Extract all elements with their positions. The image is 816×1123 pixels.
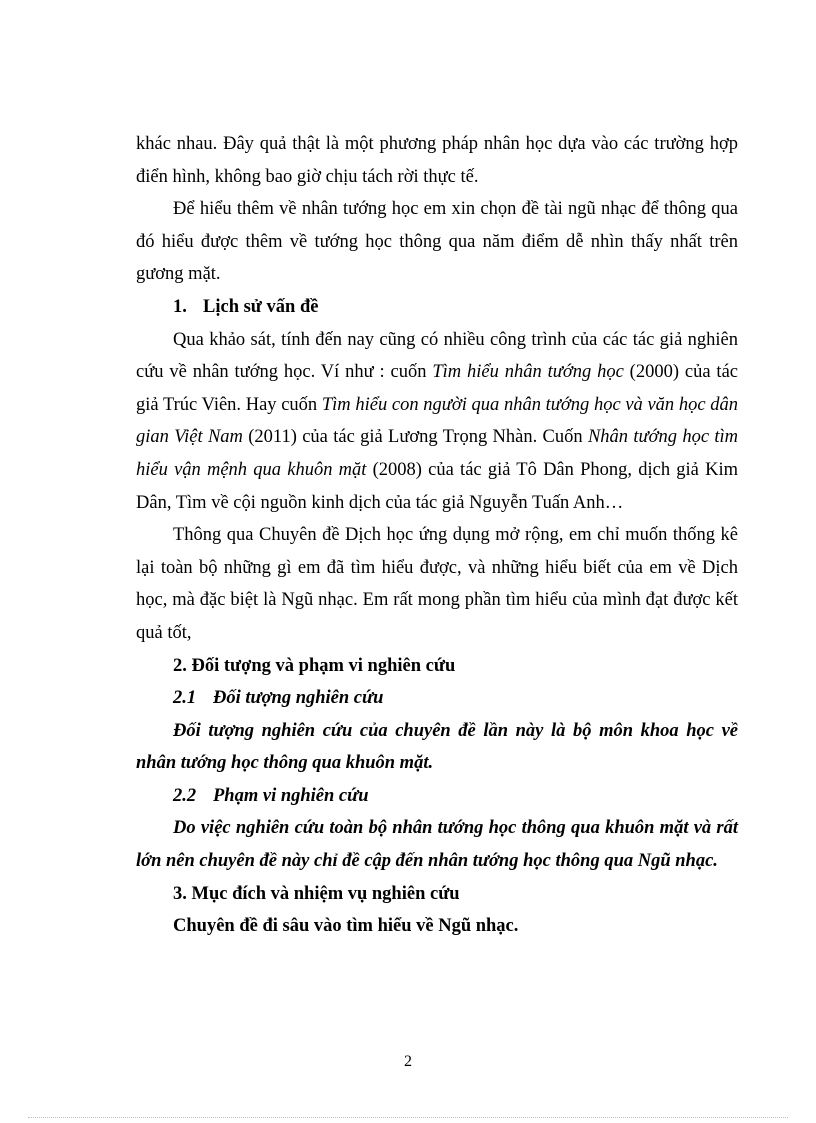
subheading-range-text: Phạm vi nghiên cứu (213, 785, 369, 806)
subheading-object (136, 682, 738, 715)
heading-purpose: 3. Mục đích và nhiệm vụ nghiên cứu (173, 883, 460, 904)
subheading-object-text: Đối tượng nghiên cứu (213, 688, 384, 709)
heading-history (136, 291, 738, 324)
book-title-1: Tìm hiểu nhân tướng học (432, 362, 624, 383)
literature-text-1: Qua khảo sát, tính đến nay cũng có nhiều công trình của các tác giả nghiên cứu về nhân tướng học. Ví như : cuốn (136, 329, 738, 383)
document-body (136, 128, 738, 943)
heading-scope: 2. Đối tượng và phạm vi nghiên cứu (173, 655, 456, 676)
paragraph-range: Do việc nghiên cứu toàn bộ nhân tướng học thông qua khuôn mặt và rất lớn nên chuyên đề này chỉ đề cập đến nhân tướng học thông qua Ngũ nhạc. (136, 818, 738, 872)
paragraph-continuation: khác nhau. Đây quả thật là một phương pháp nhân học dựa vào các trường hợp điển hình, không bao giờ chịu tách rời thực tế. (136, 134, 738, 187)
literature-text-4: (2008) của tác giả Tô Dân Phong, dịch giả Kim Dân, Tìm về cội nguồn kinh dịch của tác giả Nguyễn Tuấn Anh… (136, 459, 738, 513)
paragraph-topic-choice: Để hiểu thêm về nhân tướng học em xin chọn đề tài ngũ nhạc để thông qua đó hiểu được thêm về tướng học thông qua năm điểm dễ nhìn thấy nhất trên gương mặt. (136, 199, 738, 285)
heading-history-text: Lịch sử vấn đề (203, 296, 319, 317)
subheading-range (136, 780, 738, 813)
paragraph-summary: Thông qua Chuyên đề Dịch học ứng dụng mở rộng, em chỉ muốn thống kê lại toàn bộ những gì em đã tìm hiểu được, và những hiểu biết của em về Dịch học, mà đặc biệt là Ngũ nhạc. Em rất mong phần tìm hiểu của mình đạt được kết quả tốt, (136, 525, 738, 643)
paragraph-literature-review (136, 324, 738, 520)
subheading-range-number: 2.2 (173, 785, 197, 806)
paragraph-object: Đối tượng nghiên cứu của chuyên đề lần này là bộ môn khoa học về nhân tướng học thông qua khuôn mặt. (136, 720, 738, 774)
heading-history-number: 1. (173, 296, 187, 317)
literature-text-2: (2000) của tác giả Trúc Viên. Hay cuốn (136, 362, 738, 415)
subheading-object-number: 2.1 (173, 688, 197, 709)
book-title-3: Nhân tướng học tìm hiểu vận mệnh qua khuôn mặt (136, 427, 738, 480)
book-title-2: Tìm hiểu con người qua nhân tướng học và văn học dân gian Việt Nam (136, 394, 739, 448)
paragraph-purpose: Chuyên đề đi sâu vào tìm hiểu về Ngũ nhạc. (173, 916, 519, 937)
page-number: 2 (404, 1053, 412, 1070)
literature-text-3: (2011) của tác giả Lương Trọng Nhàn. Cuốn (242, 427, 588, 448)
footer-divider (28, 1117, 788, 1118)
